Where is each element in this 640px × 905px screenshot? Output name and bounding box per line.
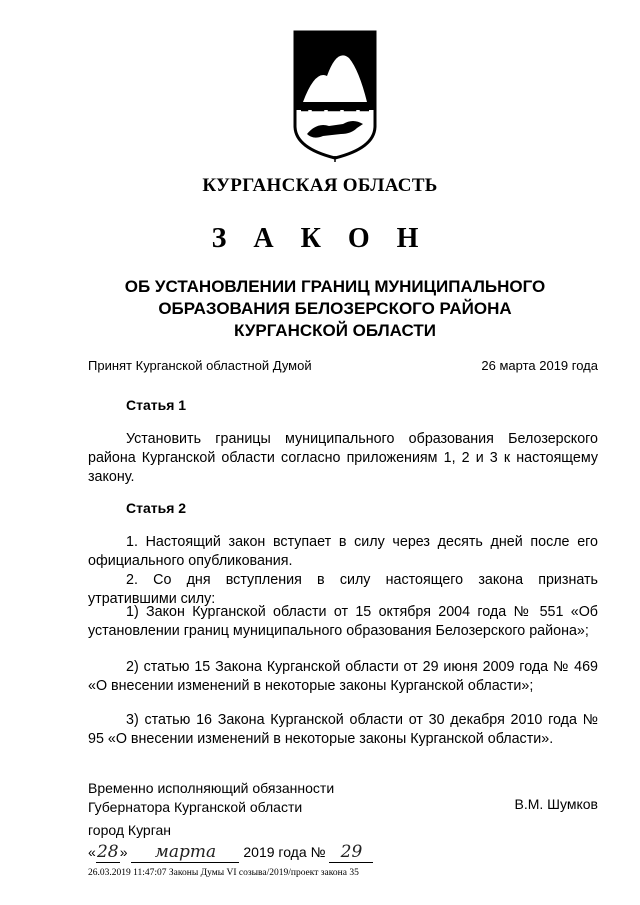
signatory-position-line-2: Губернатора Курганской области: [88, 799, 303, 815]
coat-of-arms-emblem: [293, 30, 377, 162]
signatory-position-line-1: Временно исполняющий обязанности: [88, 780, 335, 796]
article-2-item-2: 2) статью 15 Закона Курганской области от 29 июня 2009 года № 469 «О внесении изменений в некоторые законы Курганской области»;: [88, 659, 598, 694]
article-1-heading: Статья 1: [126, 397, 187, 413]
adopted-by: Принят Курганской областной Думой: [88, 358, 312, 373]
place-of-signing: город Курган: [88, 822, 172, 838]
signing-date-line: [88, 842, 373, 863]
article-2-paragraph-1: 1. Настоящий закон вступает в силу через десять дней после его официального опубликования.: [88, 534, 598, 569]
law-title: [100, 276, 570, 342]
article-2-paragraph-2: 2. Со дня вступления в силу настоящего закона признать утратившими силу:: [88, 572, 598, 607]
adopted-date: 26 марта 2019 года: [481, 358, 598, 373]
open-quote: «: [88, 844, 96, 860]
document-type-heading: З А К О Н: [211, 223, 429, 254]
article-2-item-1: 1) Закон Курганской области от 15 октября 2004 года № 551 «Об установлении границ муниципального образования Белозерского района»;: [88, 604, 598, 639]
law-title-line-2: ОБРАЗОВАНИЯ БЕЛОЗЕРСКОГО РАЙОНА: [158, 299, 512, 318]
article-2-heading: Статья 2: [126, 500, 187, 516]
close-quote: »: [119, 844, 128, 860]
region-heading: КУРГАНСКАЯ ОБЛАСТЬ: [202, 175, 438, 196]
article-2-item-3: 3) статью 16 Закона Курганской области от 30 декабря 2010 года № 95 «О внесении изменений в некоторые законы Курганской области».: [88, 712, 598, 747]
signing-day: 28: [96, 842, 119, 862]
law-title-line-3: КУРГАНСКОЙ ОБЛАСТИ: [234, 321, 436, 340]
law-title-line-1: ОБ УСТАНОВЛЕНИИ ГРАНИЦ МУНИЦИПАЛЬНОГО: [124, 277, 546, 296]
signatory-position: [88, 779, 334, 817]
signatory-name: В.М. Шумков: [514, 796, 598, 812]
signing-year-text: 2019 года №: [243, 844, 326, 860]
article-1-text: Установить границы муниципального образования Белозерского района Курганской области согласно приложениям 1, 2 и 3 к настоящему закону.: [88, 431, 598, 485]
signing-month: марта: [131, 842, 239, 863]
document-footer-stamp: 26.03.2019 11:47:07 Законы Думы VI созыва/2019/проект закона 35: [88, 868, 359, 878]
law-number: 29: [329, 842, 373, 863]
